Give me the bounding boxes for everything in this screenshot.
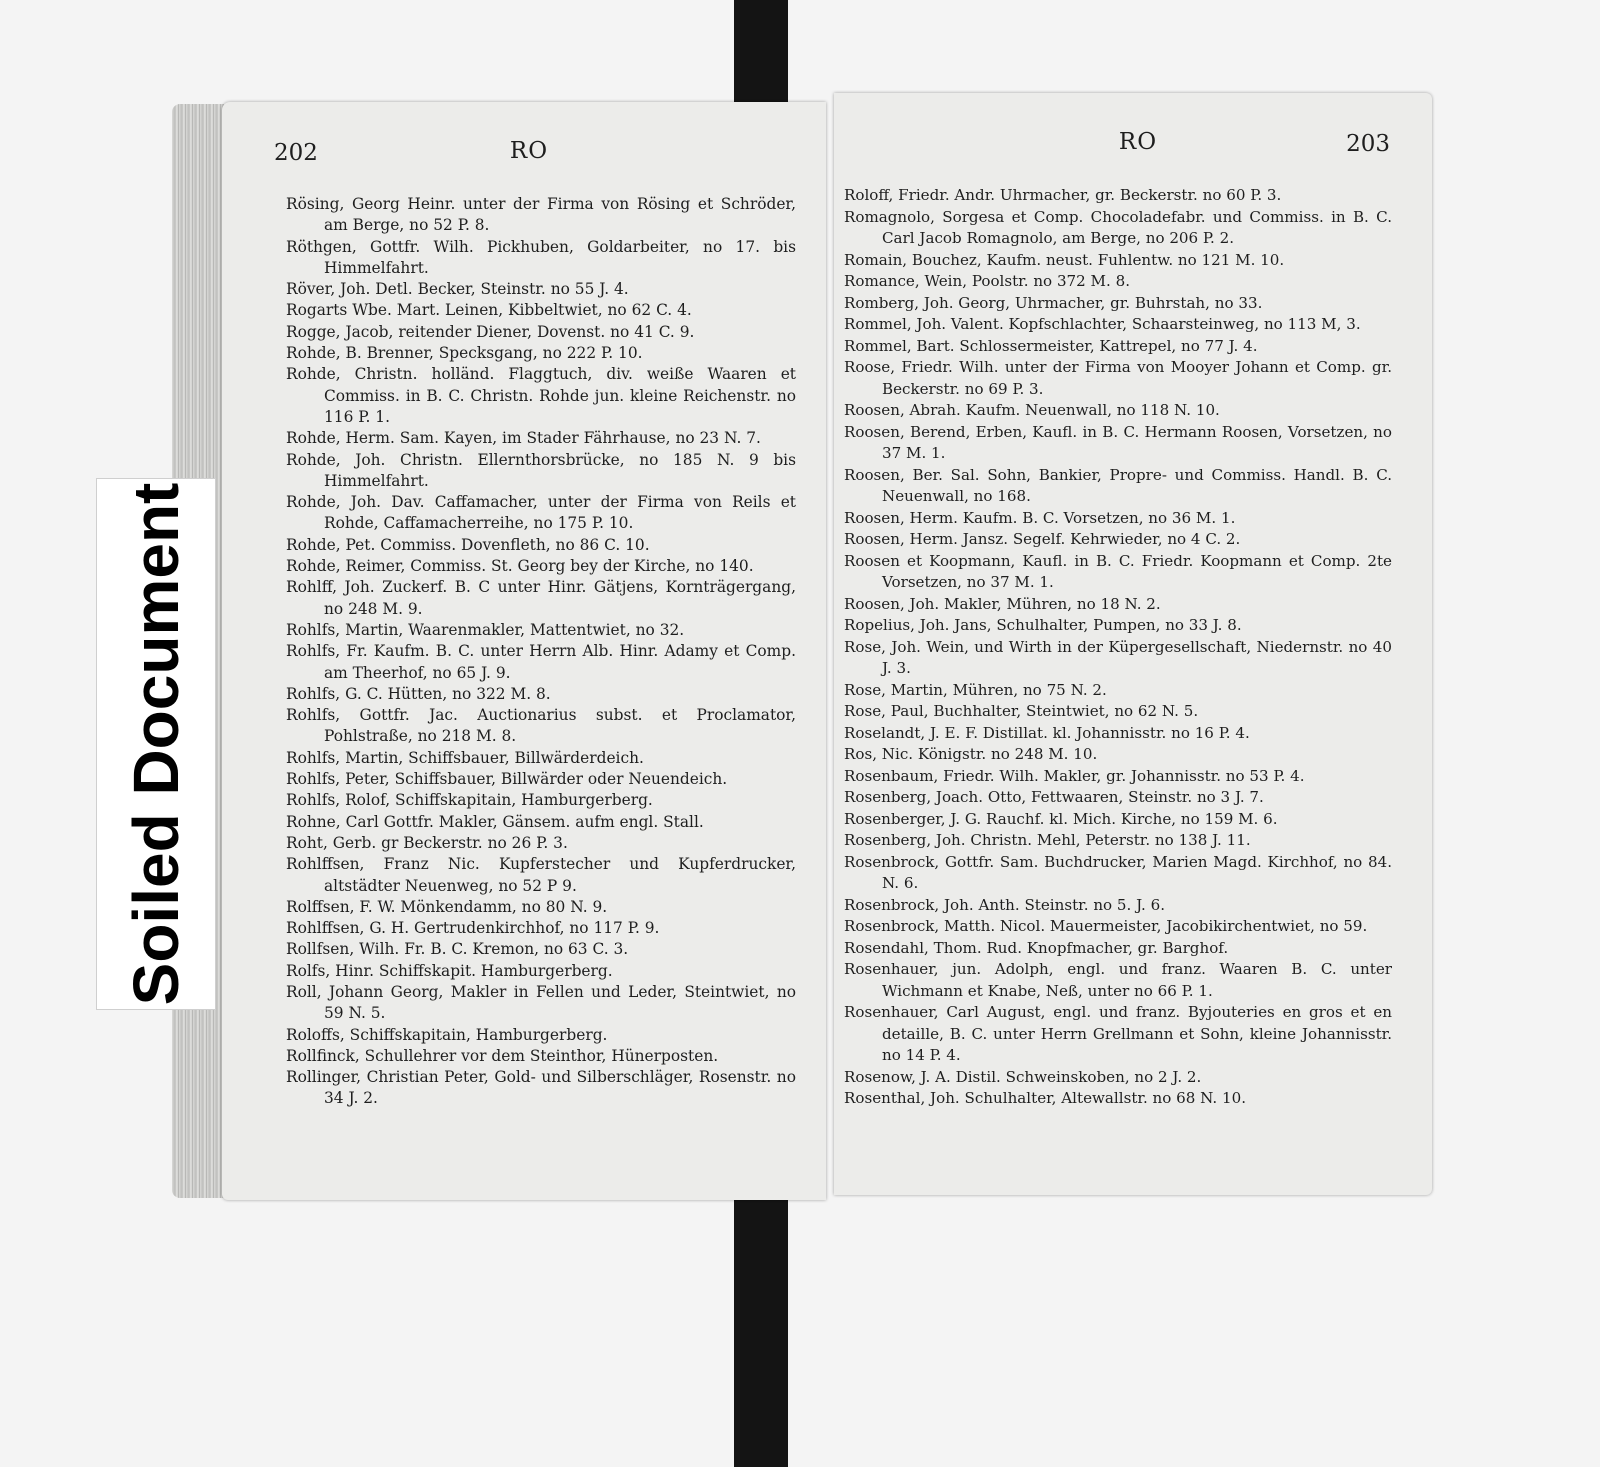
directory-entry: Rohde, Joh. Christn. Ellernthorsbrücke, no 185 N. 9 bis Himmelfahrt. bbox=[286, 450, 796, 490]
left-page bbox=[222, 102, 826, 1200]
directory-entry: Roosen, Herm. Jansz. Segelf. Kehrwieder, no 4 C. 2. bbox=[844, 530, 1241, 548]
directory-entry: Rohde, Joh. Dav. Caffamacher, unter der Firma von Reils et Rohde, Caffamacherreihe, no 175 P. 10. bbox=[286, 493, 796, 533]
right-page-number: 203 bbox=[1346, 131, 1390, 157]
directory-entry: Rose, Martin, Mühren, no 75 N. 2. bbox=[844, 680, 1107, 699]
soiled-document-label bbox=[96, 478, 216, 1010]
directory-entry: Rollfinck, Schullehrer vor dem Steinthor, Hünerposten. bbox=[286, 1046, 719, 1065]
directory-entry: Rollinger, Christian Peter, Gold- und Silberschläger, Rosenstr. no 34 J. 2. bbox=[286, 1068, 796, 1108]
directory-entry: Roosen, Herm. Kaufm. B. C. Vorsetzen, no 36 M. 1. bbox=[844, 508, 1236, 527]
left-page-header bbox=[274, 138, 784, 172]
directory-entry: Rohlfs, G. C. Hütten, no 322 M. 8. bbox=[286, 684, 551, 703]
directory-entry: Rommel, Bart. Schlossermeister, Kattrepel, no 77 J. 4. bbox=[844, 336, 1258, 355]
directory-entry: Roose, Friedr. Wilh. unter der Firma von Mooyer Johann et Comp. gr. Beckerstr. no 69 P. 3. bbox=[844, 358, 1392, 398]
right-page-section: RO bbox=[1118, 129, 1158, 155]
directory-entry: Rommel, Joh. Valent. Kopfschlachter, Schaarsteinweg, no 113 M, 3. bbox=[844, 315, 1361, 333]
directory-entry: Rohde, Herm. Sam. Kayen, im Stader Fährhause, no 23 N. 7. bbox=[286, 429, 761, 448]
directory-entry: Rosenhauer, Carl August, engl. und franz. Byjouteries en gros et en detaille, B. C. unter Herrn Grellmann et Sohn, kleine Johannisstr. no 14 P. 4. bbox=[844, 1003, 1392, 1064]
directory-entry: Rollfsen, Wilh. Fr. B. C. Kremon, no 63 C. 3. bbox=[286, 940, 629, 959]
directory-entry: Rohlfs, Peter, Schiffsbauer, Billwärder oder Neuendeich. bbox=[286, 770, 728, 789]
directory-entry: Roloffs, Schiffskapitain, Hamburgerberg. bbox=[286, 1025, 608, 1044]
directory-entry: Rohde, Reimer, Commiss. St. Georg bey der Kirche, no 140. bbox=[286, 557, 754, 576]
directory-entry: Rose, Joh. Wein, und Wirth in der Küpergesellschaft, Niedernstr. no 40 J. 3. bbox=[844, 637, 1392, 677]
directory-entry: Rosendahl, Thom. Rud. Knopfmacher, gr. Barghof. bbox=[844, 938, 1229, 957]
left-page-section: RO bbox=[509, 138, 549, 164]
directory-entry: Rohlfs, Fr. Kaufm. B. C. unter Herrn Alb. Hinr. Adamy et Comp. am Theerhof, no 65 J. 9. bbox=[286, 642, 796, 682]
directory-entry: Rosenbaum, Friedr. Wilh. Makler, gr. Johannisstr. no 53 P. 4. bbox=[844, 766, 1305, 785]
directory-entry: Rosenberg, Joach. Otto, Fettwaaren, Steinstr. no 3 J. 7. bbox=[844, 788, 1264, 806]
directory-entry: Rohne, Carl Gottfr. Makler, Gänsem. aufm engl. Stall. bbox=[286, 812, 704, 831]
directory-entry: Roloff, Friedr. Andr. Uhrmacher, gr. Beckerstr. no 60 P. 3. bbox=[844, 186, 1282, 204]
directory-entry: Röthgen, Gottfr. Wilh. Pickhuben, Goldarbeiter, no 17. bis Himmelfahrt. bbox=[286, 237, 796, 277]
directory-entry: Rogarts Wbe. Mart. Leinen, Kibbeltwiet, no 62 C. 4. bbox=[286, 301, 692, 320]
right-page bbox=[834, 93, 1432, 1195]
directory-entry: Romberg, Joh. Georg, Uhrmacher, gr. Buhrstah, no 33. bbox=[844, 293, 1263, 312]
right-entry-list bbox=[844, 185, 1392, 1110]
directory-entry: Ropelius, Joh. Jans, Schulhalter, Pumpen, no 33 J. 8. bbox=[844, 616, 1242, 634]
directory-entry: Rosenbrock, Gottfr. Sam. Buchdrucker, Marien Magd. Kirchhof, no 84. N. 6. bbox=[844, 852, 1392, 892]
directory-entry: Roosen et Koopmann, Kaufl. in B. C. Friedr. Koopmann et Comp. 2te Vorsetzen, no 37 M. 1. bbox=[844, 551, 1392, 591]
directory-entry: Rosenthal, Joh. Schulhalter, Altewallstr. no 68 N. 10. bbox=[844, 1089, 1246, 1107]
directory-entry: Röver, Joh. Detl. Becker, Steinstr. no 55 J. 4. bbox=[286, 280, 629, 299]
directory-entry: Rolffsen, F. W. Mönkendamm, no 80 N. 9. bbox=[286, 897, 608, 916]
directory-entry: Romain, Bouchez, Kaufm. neust. Fuhlentw. no 121 M. 10. bbox=[844, 250, 1285, 269]
label-text: Soiled Document bbox=[120, 482, 192, 1006]
directory-entry: Rohde, Pet. Commiss. Dovenfleth, no 86 C. 10. bbox=[286, 535, 650, 554]
left-entry-list bbox=[286, 194, 796, 1110]
left-page-number: 202 bbox=[274, 140, 318, 166]
directory-entry: Roll, Johann Georg, Makler in Fellen und Leder, Steintwiet, no 59 N. 5. bbox=[286, 982, 796, 1023]
directory-entry: Rohlfs, Gottfr. Jac. Auctionarius subst. et Proclamator, Pohlstraße, no 218 M. 8. bbox=[286, 706, 796, 746]
directory-entry: Rohlff, Joh. Zuckerf. B. C unter Hinr. Gätjens, Kornträgergang, no 248 M. 9. bbox=[286, 578, 796, 618]
directory-entry: Roselandt, J. E. F. Distillat. kl. Johannisstr. no 16 P. 4. bbox=[844, 723, 1250, 742]
directory-entry: Rohlfs, Rolof, Schiffskapitain, Hamburgerberg. bbox=[286, 791, 653, 810]
directory-entry: Rosenbrock, Joh. Anth. Steinstr. no 5. J. 6. bbox=[844, 895, 1165, 914]
directory-entry: Rogge, Jacob, reitender Diener, Dovenst. no 41 C. 9. bbox=[286, 322, 695, 341]
directory-entry: Romagnolo, Sorgesa et Comp. Chocoladefabr. und Commiss. in B. C. Carl Jacob Romagnolo, am Berge, no 206 P. 2. bbox=[844, 207, 1392, 247]
directory-entry: Rohlffsen, Franz Nic. Kupferstecher und Kupferdrucker, altstädter Neuenweg, no 52 P 9. bbox=[286, 855, 796, 895]
directory-entry: Rosenberg, Joh. Christn. Mehl, Peterstr. no 138 J. 11. bbox=[844, 831, 1251, 849]
directory-entry: Roosen, Joh. Makler, Mühren, no 18 N. 2. bbox=[844, 594, 1161, 613]
directory-entry: Rohlfs, Martin, Schiffsbauer, Billwärderdeich. bbox=[286, 748, 644, 767]
directory-entry: Rösing, Georg Heinr. unter der Firma von Rösing et Schröder, am Berge, no 52 P. 8. bbox=[286, 195, 796, 235]
directory-entry: Rosenbrock, Matth. Nicol. Mauermeister, Jacobikirchentwiet, no 59. bbox=[844, 917, 1368, 935]
directory-entry: Roosen, Ber. Sal. Sohn, Bankier, Propre- und Commiss. Handl. B. C. Neuenwall, no 168. bbox=[844, 465, 1392, 505]
directory-entry: Rosenow, J. A. Distil. Schweinskoben, no 2 J. 2. bbox=[844, 1067, 1202, 1086]
directory-entry: Roosen, Abrah. Kaufm. Neuenwall, no 118 N. 10. bbox=[844, 401, 1220, 419]
directory-entry: Rohde, B. Brenner, Specksgang, no 222 P. 10. bbox=[286, 344, 643, 363]
directory-entry: Rosenhauer, jun. Adolph, engl. und franz. Waaren B. C. unter Wichmann et Knabe, Neß, unter no 66 P. 1. bbox=[844, 960, 1392, 1000]
directory-entry: Romance, Wein, Poolstr. no 372 M. 8. bbox=[844, 272, 1130, 290]
directory-entry: Rosenberger, J. G. Rauchf. kl. Mich. Kirche, no 159 M. 6. bbox=[844, 809, 1278, 828]
directory-entry: Rohde, Christn. holländ. Flaggtuch, div. weiße Waaren et Commiss. in B. C. Christn. Rohde jun. kleine Reichenstr. no 116 P. 1. bbox=[286, 365, 796, 426]
directory-entry: Rose, Paul, Buchhalter, Steintwiet, no 62 N. 5. bbox=[844, 702, 1199, 720]
directory-entry: Roht, Gerb. gr Beckerstr. no 26 P. 3. bbox=[286, 833, 568, 852]
directory-entry: Ros, Nic. Königstr. no 248 M. 10. bbox=[844, 745, 1098, 763]
directory-entry: Rohlffsen, G. H. Gertrudenkirchhof, no 117 P. 9. bbox=[286, 919, 660, 938]
right-page-header bbox=[886, 129, 1390, 163]
directory-entry: Roosen, Berend, Erben, Kaufl. in B. C. Hermann Roosen, Vorsetzen, no 37 M. 1. bbox=[844, 422, 1392, 462]
directory-entry: Rolfs, Hinr. Schiffskapit. Hamburgerberg. bbox=[286, 961, 613, 980]
directory-entry: Rohlfs, Martin, Waarenmakler, Mattentwiet, no 32. bbox=[286, 620, 685, 639]
